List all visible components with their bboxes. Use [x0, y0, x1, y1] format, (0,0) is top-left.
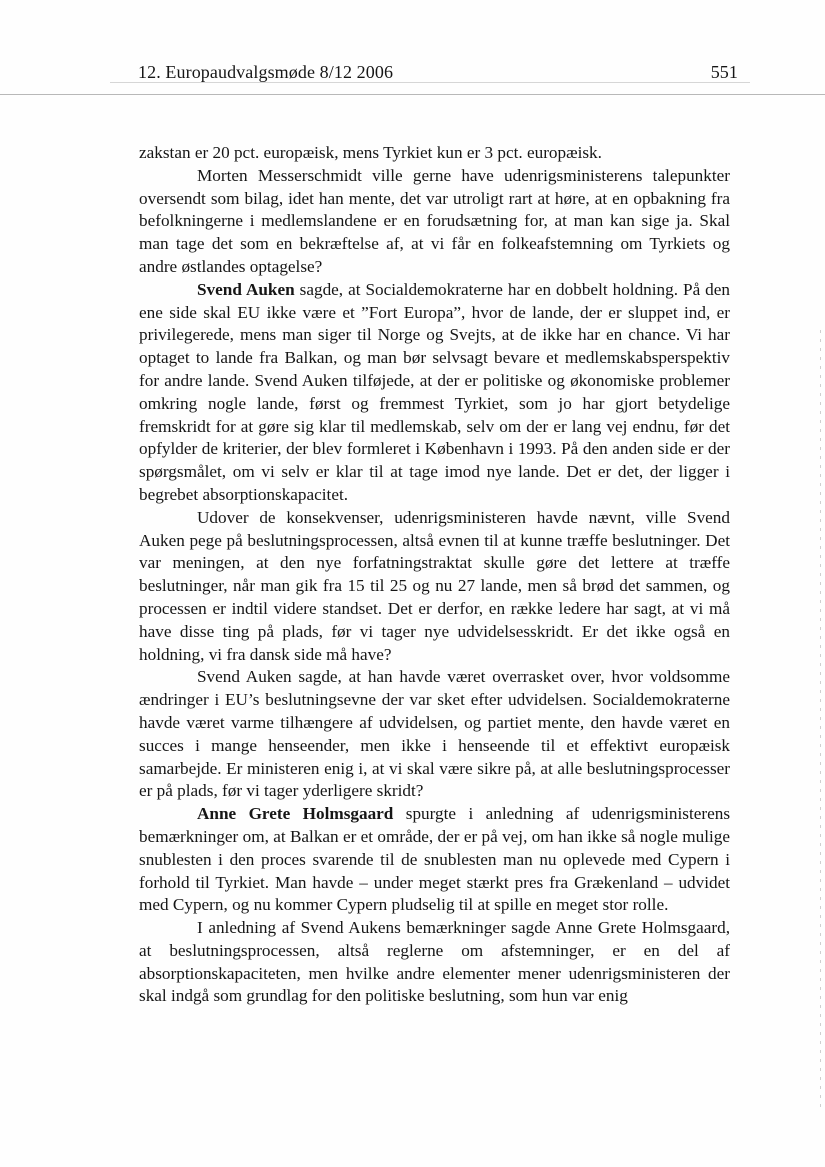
paragraph	[139, 279, 730, 507]
paragraph	[139, 666, 730, 803]
paragraph-text: sagde, at Socialdemokraterne har en dobbelt holdning. På den ene side skal EU ikke være et ”Fort Europa”, hvor de lande, der er sluppet ind, er privilegerede, mens man siger til Norge og Svejts, at de ikke har en chance. Vi har optaget to lande fra Balkan, og man bør selvsagt bevare et medlemskabsperspektiv for andre lande. Svend Auken tilføjede, at der er politiske og økonomiske problemer omkring nogle lande, først og fremmest Tyrkiet, som jo har gjort betydelige fremskridt for at gøre sig klar til medlemskab, selv om der er lang vej endnu, før det opfylder de kriterier, der blev formleret i København i 1993. På den anden side er der spørgsmålet, om vi selv er klar til at tage imod nye lande. Det er det, der ligger i begrebet absorptionskapacitet.	[139, 279, 730, 504]
paragraph	[139, 917, 730, 1008]
paragraph-text: Udover de konsekvenser, udenrigsministeren havde nævnt, ville Svend Auken pege på beslutningsprocessen, altså evnen til at kunne træffe beslutninger. Det var meningen, at den nye forfatningstraktat skulle gøre det lettere at træffe beslutninger, når man gik fra 15 til 25 og nu 27 lande, men så brød det sammen, og processen er indtil videre standset. Det er derfor, en række ledere har sagt, at vi må have disse ting på plads, før vi tager nye udvidelsesskridt. Er det ikke også en holdning, vi fra dansk side må have?	[139, 507, 730, 664]
paragraph	[139, 142, 730, 165]
paragraph-text: zakstan er 20 pct. europæisk, mens Tyrkiet kun er 3 pct. europæisk.	[139, 143, 602, 162]
paragraph-text: Morten Messerschmidt ville gerne have udenrigsministerens talepunkter oversendt som bilag, idet han mente, det var utroligt rart at høre, at en opbakning fra befolkningerne i medlemslandene er en forudsætning for, at man kan sige ja. Skal man tage det som en bekræftelse af, at vi får en folkeafstemning om Tyrkiets og andre østlandes optagelse?	[139, 165, 730, 276]
body-text	[139, 142, 730, 1008]
page-number: 551	[710, 62, 738, 82]
header-title: 12. Europaudvalgsmøde 8/12 2006	[138, 62, 394, 82]
paragraph-text: spurgte i anledning af udenrigsministerens bemærkninger om, at Balkan er et område, der er på vej, om han ikke så nogle mulige snublesten i den proces svarende til de snublesten man nu oplevede med Cypern i forhold til Tyrkiet. Man havde – under meget stærkt pres fra Grækenland – udvidet med Cypern, og nu kommer Cypern pludselig til at spille en meget stor rolle.	[139, 804, 731, 915]
paragraph	[139, 165, 730, 279]
header-divider	[0, 94, 825, 95]
paragraph-text: I anledning af Svend Aukens bemærkninger sagde Anne Grete Holmsgaard, at beslutningsprocessen, altså reglerne om afstemninger, er en del af absorptionskapaciteten, men hvilke andre elementer mener udenrigsministeren der skal indgå som grundlag for den politiske beslutning, som hun var enig	[139, 918, 730, 1006]
paragraph-text: Svend Auken sagde, at han havde været overrasket over, hvor voldsomme ændringer i EU’s beslutningsevne der var sket efter udvidelsen. Socialdemokraterne havde været varme tilhængere af udvidelsen, og partiet mente, den havde været en succes i mange henseender, men ikke i henseende til et effektivt europæisk samarbejde. Er ministeren enig i, at vi skal være sikre på, at alle beslutningsprocesser er på plads, før vi tager yderligere skridt?	[139, 667, 730, 801]
running-header	[138, 60, 738, 90]
paragraph	[139, 803, 730, 917]
speaker-name: Svend Auken	[197, 279, 295, 299]
scan-edge-mark	[820, 330, 821, 1110]
speaker-name: Anne Grete Holmsgaard	[197, 804, 394, 824]
paragraph	[139, 507, 730, 667]
header-underline	[110, 82, 750, 83]
